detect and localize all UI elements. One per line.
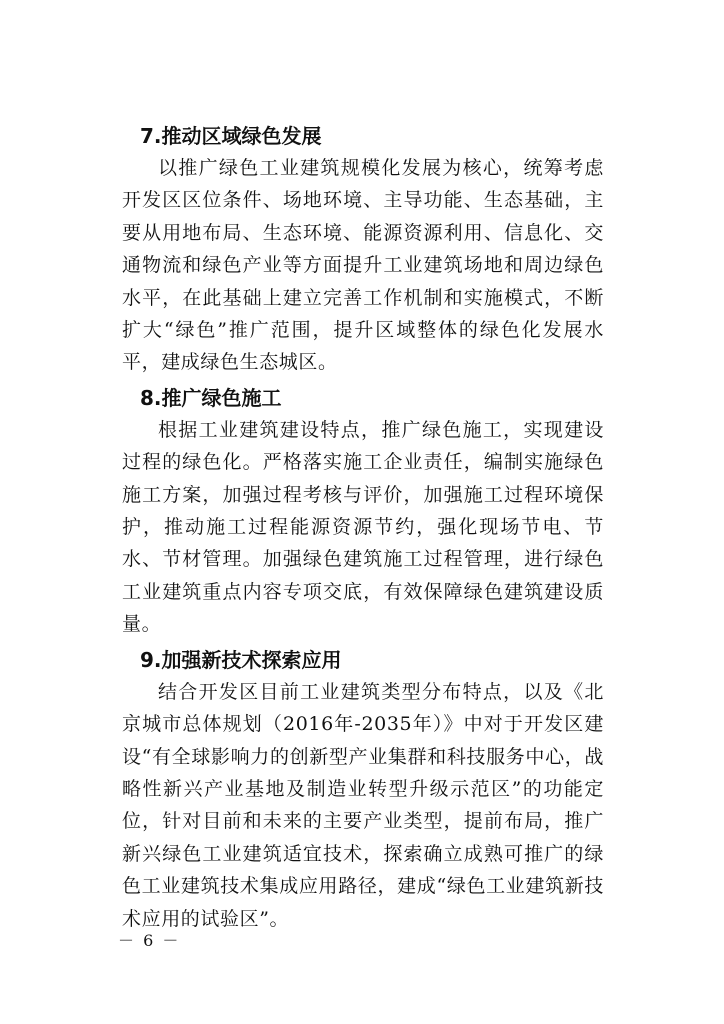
- section-heading: 9.加强新技术探索应用: [140, 647, 342, 672]
- section-heading: 7.推动区域绿色发展: [140, 124, 322, 148]
- section-paragraph: 结合开发区目前工业建筑类型分布特点，以及《北京城市总体规划（2016年-2035年）》中对于开发区建设“有全球影响力的创新型产业集群和科技服务中心，战略性新兴产业基地及制造业转型升级示范区”的功能定位，针对目前和未来的主要产业类型，提前布局，推广新兴绿色工业建筑适宜技术，探索确立成熟可推广的绿色工业建筑技术集成应用路径，建成“绿色工业建筑新技术应用的试验区”。: [122, 680, 604, 930]
- page-content: [122, 120, 604, 935]
- section-paragraph: 以推广绿色工业建筑规模化发展为核心，统筹考虑开发区区位条件、场地环境、主导功能、生态基础，主要从用地布局、生态环境、能源资源利用、信息化、交通物流和绿色产业等方面提升工业建筑场地和周边绿色水平，在此基础上建立完善工作机制和实施模式，不断扩大“绿色”推广范围，提升区域整体的绿色化发展水平，建成绿色生态城区。: [122, 157, 604, 374]
- section-9: [122, 644, 604, 935]
- section-heading: 8.推广绿色施工: [140, 385, 282, 410]
- section-7: [122, 120, 604, 379]
- section-8: [122, 382, 604, 641]
- section-paragraph: 根据工业建筑建设特点，推广绿色施工，实现建设过程的绿色化。严格落实施工企业责任，编制实施绿色施工方案，加强过程考核与评价，加强施工过程环境保护，推动施工过程能源资源节约，强化现场节电、节水、节材管理。加强绿色建筑施工过程管理，进行绿色工业建筑重点内容专项交底，有效保障绿色建筑建设质量。: [122, 418, 604, 636]
- page-number: － 6 －: [118, 931, 181, 950]
